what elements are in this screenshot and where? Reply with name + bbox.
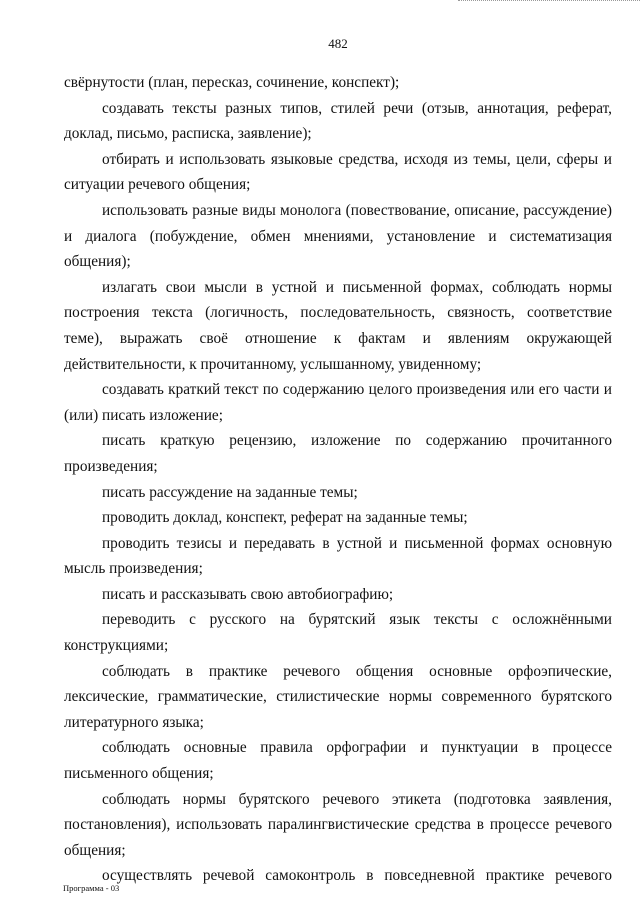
paragraph: соблюдать в практике речевого общения основные орфоэпические, лексические, грамматические, стилистические нормы современного бурятского литературного языка; <box>64 662 612 731</box>
paragraph: проводить доклад, конспект, реферат на заданные темы; <box>102 509 468 527</box>
paragraph: отбирать и использовать языковые средства, исходя из темы, цели, сферы и ситуации речевого общения; <box>64 150 612 194</box>
paragraph: соблюдать основные правила орфографии и пунктуации в процессе письменного общения; <box>64 739 612 783</box>
paragraph: проводить тезисы и передавать в устной и письменной формах основную мысль произведения; <box>64 534 612 578</box>
paragraph: осуществлять речевой самоконтроль в повседневной практике речевого <box>102 867 612 885</box>
scan-edge-mark <box>458 0 640 4</box>
paragraph: переводить с русского на бурятский язык тексты с осложнёнными конструкциями; <box>64 611 612 655</box>
paragraph: излагать свои мысли в устной и письменной формах, соблюдать нормы построения текста (логичность, последовательность, связность, соответствие теме), выражать своё отношение к фактам и явлениям окружающей действительности, к прочитанному, услышанному, увиденному; <box>64 278 612 373</box>
document-body <box>64 70 612 889</box>
paragraph: создавать краткий текст по содержанию целого произведения или его части и (или) писать изложение; <box>64 381 612 424</box>
paragraph: писать краткую рецензию, изложение по содержанию прочитанного произведения; <box>64 432 612 475</box>
page-number: 482 <box>328 36 348 51</box>
page-footer: Программа - 03 <box>63 883 120 893</box>
paragraph: писать рассуждение на заданные темы; <box>102 483 358 501</box>
paragraph: писать и рассказывать свою автобиографию; <box>102 585 394 603</box>
paragraph: создавать тексты разных типов, стилей речи (отзыв, аннотация, реферат, доклад, письмо, расписка, заявление); <box>64 99 612 143</box>
paragraph: использовать разные виды монолога (повествование, описание, рассуждение) и диалога (побуждение, обмен мнениями, установление и систематизация общения); <box>64 201 612 271</box>
paragraph: соблюдать нормы бурятского речевого этикета (подготовка заявления, постановления), использовать паралингвистические средства в процессе речевого общения; <box>64 790 612 859</box>
paragraph: свёрнутости (план, пересказ, сочинение, конспект); <box>64 74 400 91</box>
